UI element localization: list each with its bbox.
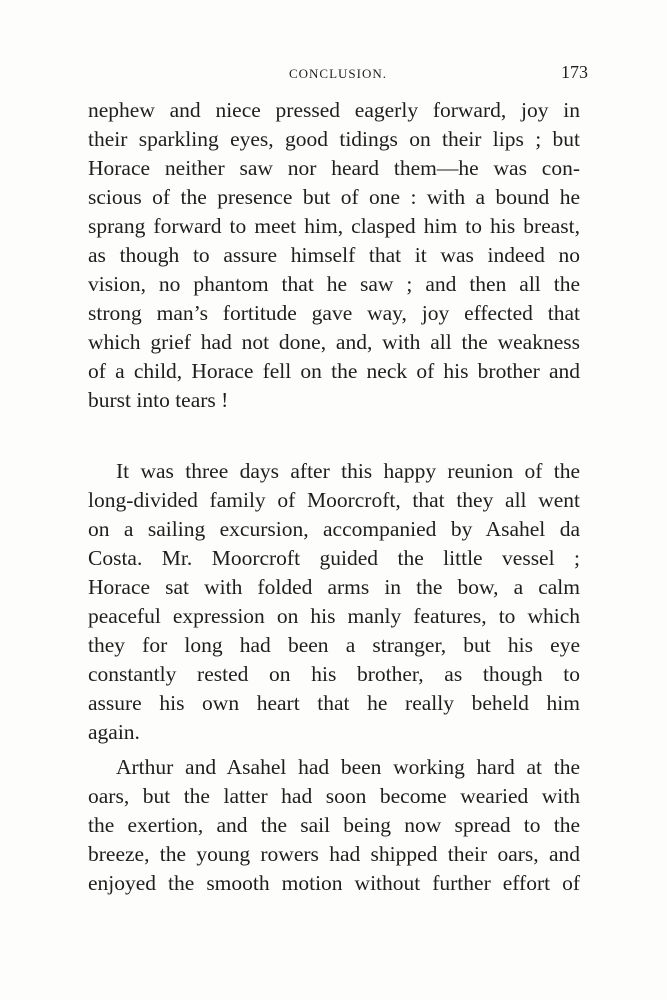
text-line: they for long had been a stranger, but his eye xyxy=(88,633,580,657)
paragraph-3 xyxy=(88,753,580,898)
page-header xyxy=(88,60,588,90)
text-line: as though to assure himself that it was indeed no xyxy=(88,243,580,267)
text-line: the exertion, and the sail being now spread to the xyxy=(88,813,580,837)
text-line: assure his own heart that he really beheld him xyxy=(88,691,580,715)
text-line: constantly rested on his brother, as though to xyxy=(88,662,580,686)
text-line: Costa. Mr. Moorcroft guided the little vessel ; xyxy=(88,546,580,570)
text-line: of a child, Horace fell on the neck of his brother and xyxy=(88,359,580,383)
paragraph-1 xyxy=(88,96,580,415)
text-line: strong man’s fortitude gave way, joy effected that xyxy=(88,301,580,325)
text-line: which grief had not done, and, with all the weakness xyxy=(88,330,580,354)
text-line: vision, no phantom that he saw ; and then all the xyxy=(88,272,580,296)
text-line: on a sailing excursion, accompanied by Asahel da xyxy=(88,517,580,541)
running-head: CONCLUSION. xyxy=(288,66,388,81)
paragraph-2 xyxy=(88,457,580,747)
body-text xyxy=(88,96,580,898)
text-line: oars, but the latter had soon become wearied with xyxy=(88,784,580,808)
text-line: Horace neither saw nor heard them—he was con- xyxy=(88,156,580,180)
text-line: again. xyxy=(88,720,140,744)
text-line: It was three days after this happy reunion of the xyxy=(116,459,580,483)
text-line: peaceful expression on his manly features, to which xyxy=(88,604,580,628)
text-line: enjoyed the smooth motion without further effort of xyxy=(88,871,580,895)
text-line: nephew and niece pressed eagerly forward, joy in xyxy=(88,98,580,122)
text-line: long-divided family of Moorcroft, that they all went xyxy=(88,488,580,512)
text-line: their sparkling eyes, good tidings on their lips ; but xyxy=(88,127,580,151)
text-line: Horace sat with folded arms in the bow, a calm xyxy=(88,575,580,599)
text-line: breeze, the young rowers had shipped their oars, and xyxy=(88,842,580,866)
text-line: burst into tears ! xyxy=(88,388,229,412)
section-gap xyxy=(88,415,580,457)
page-number: 173 xyxy=(561,62,588,82)
text-line: sprang forward to meet him, clasped him to his breast, xyxy=(88,214,580,238)
text-line: Arthur and Asahel had been working hard at the xyxy=(116,755,580,779)
text-line: scious of the presence but of one : with a bound he xyxy=(88,185,580,209)
